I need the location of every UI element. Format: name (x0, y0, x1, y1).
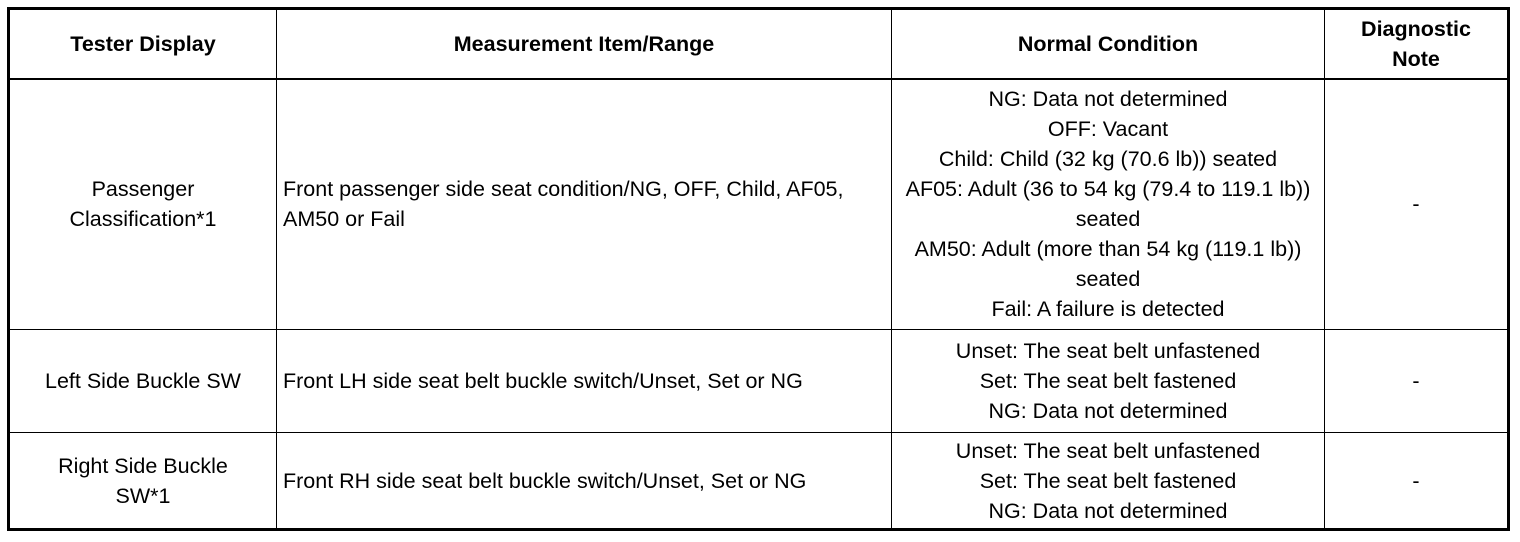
normal-condition-cell (892, 79, 1325, 330)
header-tester-display: Tester Display (9, 9, 277, 79)
condition-line: Fail: A failure is detected (991, 297, 1225, 322)
normal-condition-cell (892, 330, 1325, 433)
condition-line: Unset: The seat belt unfastened (955, 339, 1261, 363)
condition-line: NG: Data not determined (988, 498, 1228, 523)
header-diagnostic-note: Diagnostic Note (1325, 9, 1509, 79)
condition-line: Set: The seat belt fastened (979, 369, 1237, 393)
table-header (9, 9, 1509, 79)
diagnostic-note-cell: - (1325, 79, 1509, 330)
condition-line: NG: Data not determined (988, 87, 1228, 112)
condition-line: OFF: Vacant (1047, 117, 1169, 142)
condition-line: Unset: The seat belt unfastened (955, 438, 1261, 463)
table-row (9, 330, 1509, 433)
header-row (9, 9, 1509, 79)
table-body (9, 79, 1509, 530)
tester-display-cell: Passenger Classification*1 (9, 79, 277, 330)
header-normal-condition: Normal Condition (892, 9, 1325, 79)
condition-line: AF05: Adult (36 to 54 kg (79.4 to 119.1 lb)) seated (905, 177, 1311, 232)
table-row (9, 433, 1509, 530)
normal-condition-cell (892, 433, 1325, 530)
condition-line: Set: The seat belt fastened (979, 468, 1237, 493)
tester-display-cell: Right Side Buckle SW*1 (9, 433, 277, 530)
measurement-cell: Front RH side seat belt buckle switch/Unset, Set or NG (277, 433, 892, 530)
data-list-table (7, 7, 1510, 531)
condition-line: AM50: Adult (more than 54 kg (119.1 lb)) seated (914, 237, 1302, 292)
diagnostic-note-cell: - (1325, 330, 1509, 433)
diagnostic-note-cell: - (1325, 433, 1509, 530)
table-row (9, 79, 1509, 330)
condition-line: NG: Data not determined (988, 399, 1228, 423)
measurement-cell: Front passenger side seat condition/NG, OFF, Child, AF05, AM50 or Fail (277, 79, 892, 330)
measurement-cell: Front LH side seat belt buckle switch/Unset, Set or NG (277, 330, 892, 433)
condition-line: Child: Child (32 kg (70.6 lb)) seated (938, 147, 1278, 172)
header-measurement: Measurement Item/Range (277, 9, 892, 79)
tester-display-cell: Left Side Buckle SW (9, 330, 277, 433)
